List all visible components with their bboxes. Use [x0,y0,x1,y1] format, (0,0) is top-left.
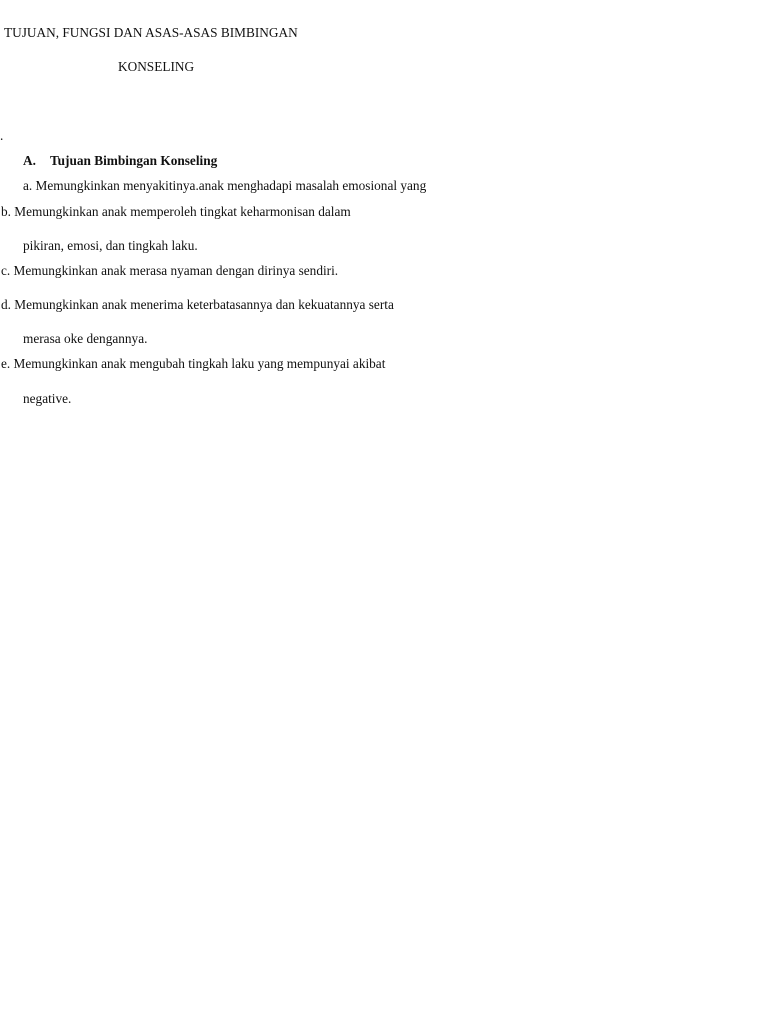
list-item-c: c. Memungkinkan anak merasa nyaman dengan dirinya sendiri. [1,263,339,278]
list-item-b: b. Memungkinkan anak memperoleh tingkat keharmonisan dalam [1,204,351,219]
document-title-line-1: TUJUAN, FUNGSI DAN ASAS-ASAS BIMBINGAN [4,25,298,40]
list-item-e-continuation: negative. [23,391,72,406]
document-title-line-2: KONSELING [118,59,195,74]
list-item-d-continuation: merasa oke dengannya. [23,331,148,346]
list-item-b-continuation: pikiran, emosi, dan tingkah laku. [23,238,198,253]
section-heading-text: Tujuan Bimbingan Konseling [50,153,218,168]
list-item-d: d. Memungkinkan anak menerima keterbatasannya dan kekuatannya serta [1,297,394,312]
stray-mark: . [0,128,4,143]
list-item-a: a. Memungkinkan menyakitinya.anak menghadapi masalah emosional yang [23,178,427,193]
section-number: A. [23,153,36,168]
list-item-e: e. Memungkinkan anak mengubah tingkah laku yang mempunyai akibat [1,356,386,371]
section-heading [23,153,217,169]
